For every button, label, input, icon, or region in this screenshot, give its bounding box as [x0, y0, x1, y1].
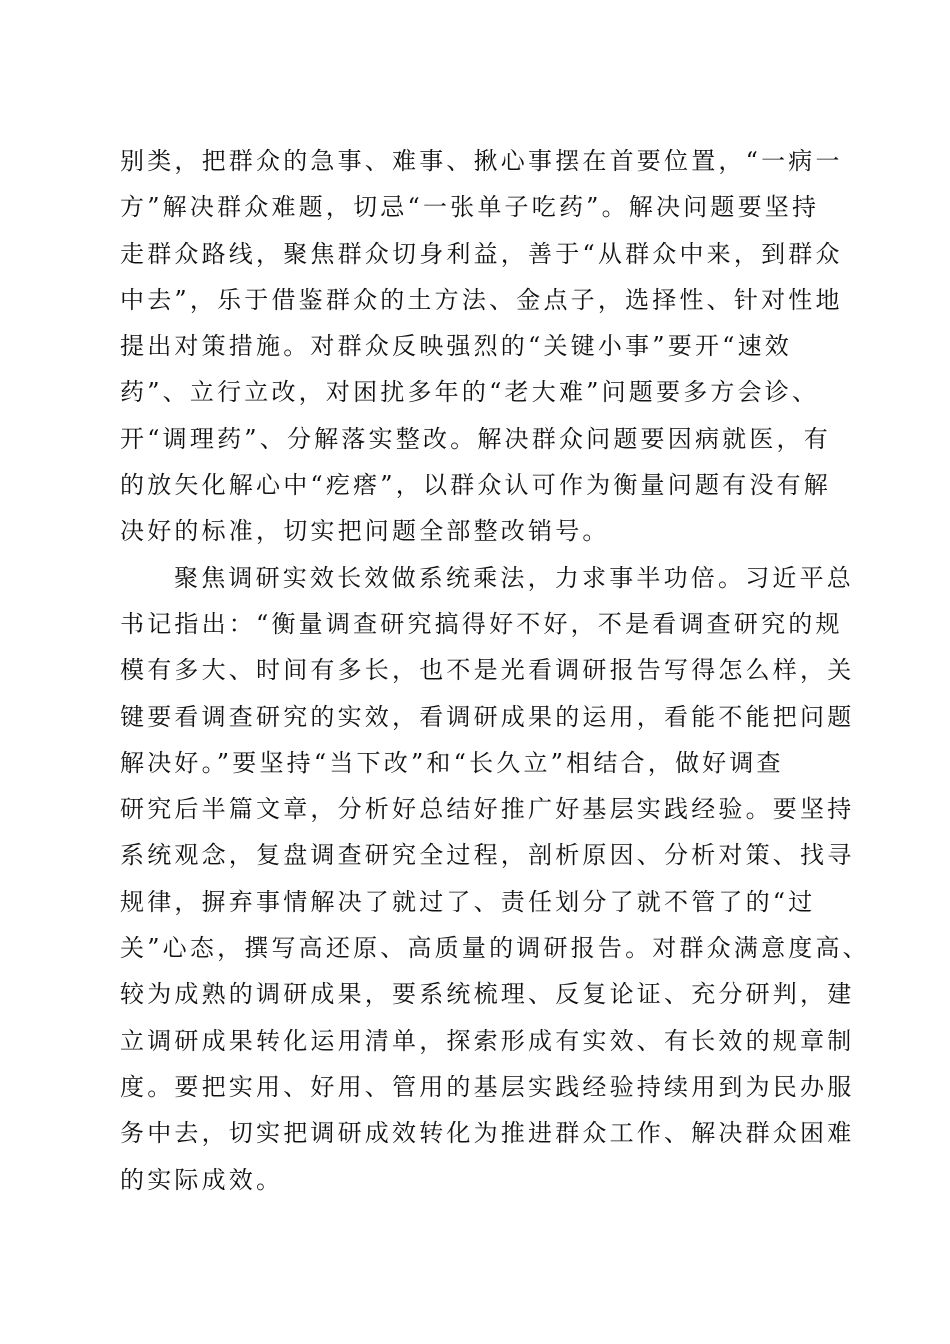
paragraph-line: 模有多大、时间有多长，也不是光看调研报告写得怎么样，关	[120, 656, 855, 685]
paragraph-line: 的放矢化解心中“疙瘩”，以群众认可作为衡量问题有没有解	[120, 471, 831, 500]
paragraph-line: 关”心态，撰写高还原、高质量的调研报告。对群众满意度高、	[120, 934, 870, 963]
paragraph-line: 较为成熟的调研成果，要系统梳理、反复论证、充分研判，建	[120, 980, 855, 1009]
paragraph-line: 开“调理药”、分解落实整改。解决群众问题要因病就医，有	[120, 424, 831, 453]
paragraph-1	[120, 138, 843, 555]
paragraph-line: 提出对策措施。对群众反映强烈的“关键小事”要开“速效	[120, 332, 793, 361]
paragraph-line: 聚焦调研实效长效做系统乘法，力求事半功倍。习近平总	[174, 563, 854, 592]
paragraph-line: 研究后半篇文章，分析好总结好推广好基层实践经验。要坚持	[120, 795, 855, 824]
paragraph-line: 方”解决群众难题，切忌“一张单子吃药”。解决问题要坚持	[120, 193, 820, 222]
paragraph-line: 药”、立行立改，对困扰多年的“老大难”问题要多方会诊、	[120, 378, 820, 407]
paragraph-line: 务中去，切实把调研成效转化为推进群众工作、解决群众困难	[120, 1119, 855, 1148]
document-body	[120, 138, 870, 1203]
paragraph-line: 立调研成果转化运用清单，探索形成有实效、有长效的规章制	[120, 1026, 855, 1055]
paragraph-2	[120, 555, 870, 1203]
paragraph-line: 度。要把实用、好用、管用的基层实践经验持续用到为民办服	[120, 1072, 855, 1101]
paragraph-line: 规律，摒弃事情解决了就过了、责任划分了就不管了的“过	[120, 887, 816, 916]
paragraph-line: 别类，把群众的急事、难事、揪心事摆在首要位置，“一病一	[120, 147, 843, 175]
paragraph-line: 中去”，乐于借鉴群众的土方法、金点子，选择性、针对性地	[120, 285, 843, 314]
paragraph-line: 走群众路线，聚焦群众切身利益，善于“从群众中来，到群众	[120, 239, 843, 268]
paragraph-line: 解决好。”要坚持“当下改”和“长久立”相结合，做好调查	[120, 748, 784, 777]
paragraph-line: 的实际成效。	[120, 1165, 284, 1194]
paragraph-line: 决好的标准，切实把问题全部整改销号。	[120, 517, 610, 546]
paragraph-line: 键要看调查研究的实效，看调研成果的运用，看能不能把问题	[120, 702, 855, 731]
paragraph-line: 系统观念，复盘调查研究全过程，剖析原因、分析对策、找寻	[120, 841, 855, 870]
paragraph-line: 书记指出：“衡量调查研究搞得好不好，不是看调查研究的规	[120, 609, 843, 638]
